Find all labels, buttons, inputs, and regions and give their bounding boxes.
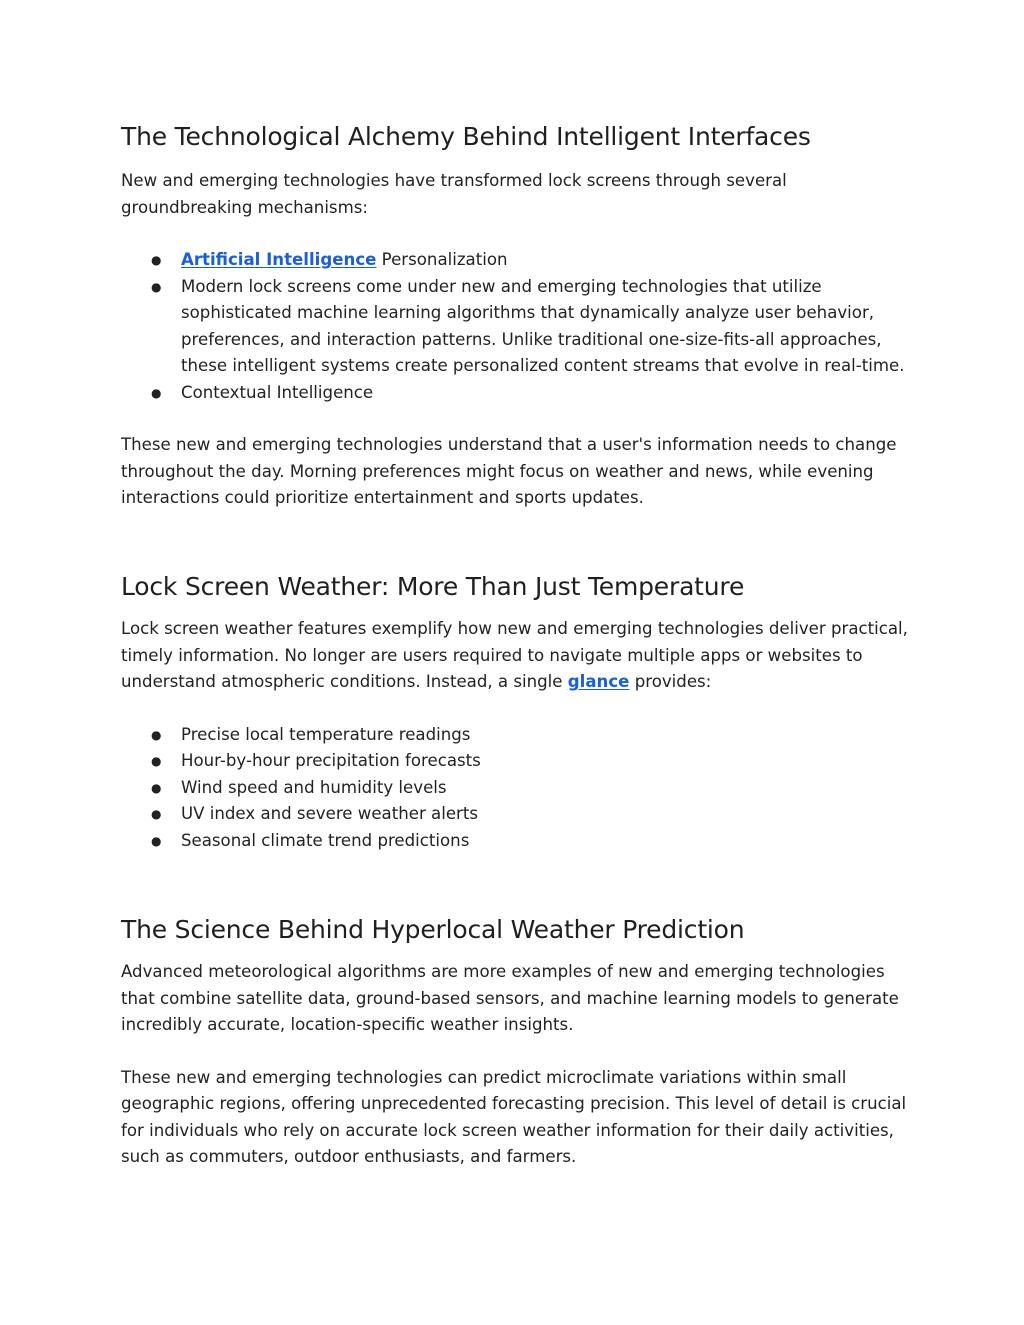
bullet-icon: ● [151,807,162,821]
list-item [121,722,911,749]
bullet-icon: ● [151,833,162,848]
intro-paragraph: New and emerging technologies have transformed lock screens through several groundbreaking mechanisms: [121,171,787,217]
science-paragraph-2: These new and emerging technologies can predict microclimate variations within small geographic regions, offering unprecedented forecasting precision. This level of detail is crucial for individuals who rely on accurate lock screen weather information for their daily activities, such as commuters, outdoor enthusiasts, and farmers. [121,1067,907,1166]
list-item [121,748,911,775]
section-intelligent-interfaces [121,120,911,512]
list-item-text: Hour-by-hour precipitation forecasts [181,751,481,770]
bullet-icon: ● [151,754,162,768]
bullet-icon: ● [151,253,162,267]
section-lock-screen-weather [121,570,911,854]
list-item-text: Contextual Intelligence [181,382,374,402]
glance-link[interactable]: glance [567,672,630,691]
science-paragraph-1: Advanced meteorological algorithms are more examples of new and emerging technologies that combine satellite data, ground-based sensors, and machine learning models to generate incredibly accurate, location-specific weather insights. [121,962,899,1034]
list-item [121,828,911,855]
list-item-text: Seasonal climate trend predictions [181,830,470,850]
list-item [121,380,911,407]
bullet-icon: ● [151,385,162,400]
list-item-text: UV index and severe weather alerts [181,804,479,823]
section-hyperlocal-prediction [121,913,911,1171]
weather-intro-tail: provides: [629,672,712,691]
list-item-text: Personalization [376,250,508,269]
weather-intro-text: Lock screen weather features exemplify how new and emerging technologies deliver practical, timely information. No longer are users required to navigate multiple apps or websites to understand atmospheric conditions. Instead, a single [121,619,908,691]
heading-lock-screen-weather: Lock Screen Weather: More Than Just Temperature [121,572,745,601]
list-item [121,775,911,802]
list-item [121,801,911,828]
list-item-text: Modern lock screens come under new and emerging technologies that utilize sophisticated machine learning algorithms that dynamically analyze user behavior, preferences, and interaction patterns. Unlike traditional one-size-fits-all approaches, these intelligent systems create personalized content streams that evolve in real-time. [181,276,905,375]
list-item [121,274,911,380]
artificial-intelligence-link[interactable]: Artificial Intelligence [181,250,377,269]
heading-technological-alchemy: The Technological Alchemy Behind Intelligent Interfaces [121,122,811,151]
list-item [121,247,911,274]
list-item-text: Wind speed and humidity levels [181,777,447,797]
closing-paragraph: These new and emerging technologies understand that a user's information needs to change throughout the day. Morning preferences might focus on weather and news, while evening interactions could prioritize entertainment and sports updates. [121,435,897,507]
heading-hyperlocal-weather: The Science Behind Hyperlocal Weather Prediction [121,915,745,944]
list-item-text: Precise local temperature readings [181,724,471,744]
bullet-icon: ● [151,279,162,294]
bullet-icon: ● [151,780,162,795]
mechanisms-list [121,247,911,406]
weather-features-list [121,722,911,855]
weather-intro-paragraph [121,616,911,696]
bullet-icon: ● [151,727,162,742]
